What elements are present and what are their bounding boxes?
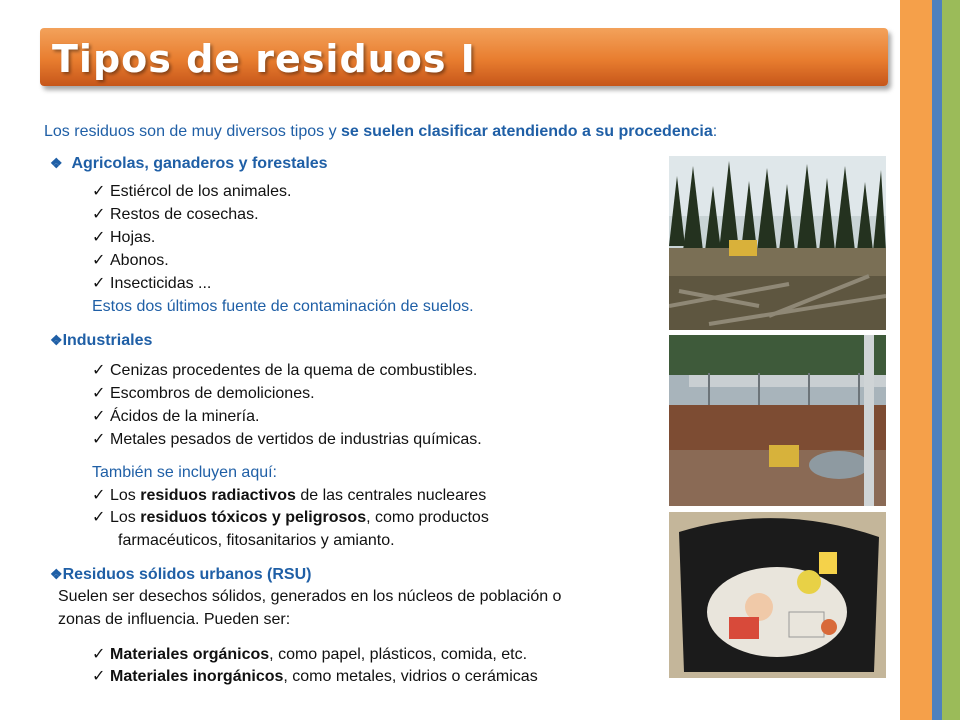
rsu-item2-bold: Materiales inorgánicos [110,668,284,685]
intro-text [44,122,717,142]
checkmark-icon: ✓ [92,509,106,526]
rsu-item2-suffix: , como metales, vidrios o cerámicas [283,668,538,685]
checkmark-icon: ✓ [92,646,106,663]
intro-suffix: : [712,123,718,140]
list-item [92,228,155,248]
checkmark-icon: ✓ [92,668,106,685]
side-band-green [942,0,960,720]
garbage-bag-photo [669,512,886,678]
list-item [92,486,486,506]
slide-title: Tipos de residuos I [52,37,476,81]
industriales-also: También se incluyen aquí: [92,464,277,481]
extra1-suffix: de las centrales nucleares [295,487,487,504]
rsu-item1-suffix: , como papel, plásticos, comida, etc. [269,646,528,663]
diamond-bullet-icon: ❖ [50,332,63,348]
extra1-prefix: Los [110,487,141,504]
checkmark-icon: ✓ [92,229,106,246]
heading-industriales-label: Industriales [62,332,153,349]
extra1-bold: residuos radiactivos [140,487,296,504]
side-band-orange [900,0,932,720]
checkmark-icon: ✓ [92,431,106,448]
heading-agricolas-label: Agricolas, ganaderos y forestales [71,155,328,172]
checkmark-icon: ✓ [92,487,106,504]
item-label: Escombros de demoliciones. [110,385,315,402]
heading-agricolas [50,153,328,174]
rsu-desc-line2: zonas de influencia. Pueden ser: [58,611,291,628]
checkmark-icon: ✓ [92,362,106,379]
list-item [92,407,259,427]
list-item [92,182,291,202]
rsu-item1-bold: Materiales orgánicos [110,646,270,663]
list-item [92,645,527,665]
list-item [92,430,482,450]
heading-rsu-label: Residuos sólidos urbanos (RSU) [62,566,312,583]
checkmark-icon: ✓ [92,385,106,402]
agricolas-note: Estos dos últimos fuente de contaminación de suelos. [92,298,474,315]
intro-bold: se suelen clasificar atendiendo a su procedencia [341,123,713,140]
forestry-photo [669,156,886,330]
checkmark-icon: ✓ [92,408,106,425]
extra2-prefix: Los [110,509,141,526]
heading-rsu [50,564,311,585]
list-item [92,667,538,687]
list-item [92,274,211,294]
item-label: Estiércol de los animales. [110,183,292,200]
diamond-bullet-icon: ❖ [50,155,63,171]
industrial-photo [669,335,886,506]
list-item [92,251,169,271]
intro-prefix: Los residuos son de muy diversos tipos y [44,123,342,140]
checkmark-icon: ✓ [92,252,106,269]
list-item [92,205,259,225]
list-item [92,384,315,404]
checkmark-icon: ✓ [92,206,106,223]
item-label: Ácidos de la minería. [110,408,260,425]
diamond-bullet-icon: ❖ [50,566,63,582]
rsu-desc-line1: Suelen ser desechos sólidos, generados en los núcleos de población o [58,588,562,605]
item-label: Hojas. [110,229,156,246]
checkmark-icon: ✓ [92,183,106,200]
extra2-bold: residuos tóxicos y peligrosos [140,509,367,526]
heading-industriales [50,330,152,351]
item-label: Metales pesados de vertidos de industrias químicas. [110,431,482,448]
checkmark-icon: ✓ [92,275,106,292]
list-item [92,361,477,381]
item-label: Abonos. [110,252,169,269]
item-label: Cenizas procedentes de la quema de combustibles. [110,362,478,379]
list-item [92,508,489,528]
item-label: Restos de cosechas. [110,206,259,223]
extra2-continuation: farmacéuticos, fitosanitarios y amianto. [118,532,395,549]
side-band-blue [932,0,942,720]
item-label: Insecticidas ... [110,275,212,292]
extra2-suffix: , como productos [366,509,489,526]
